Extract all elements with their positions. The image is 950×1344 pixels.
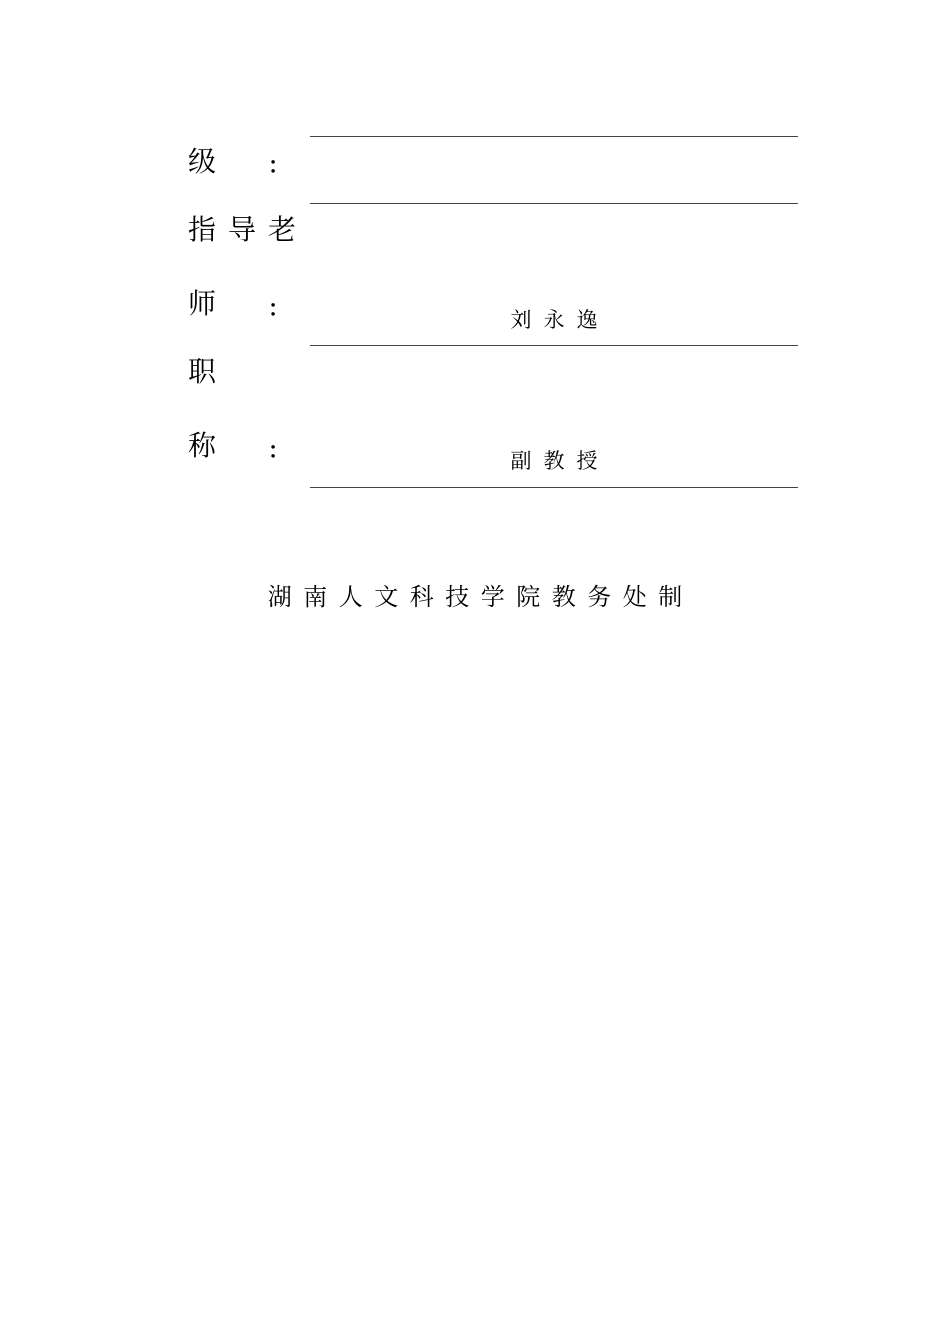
title-label-char: 称 <box>188 429 217 462</box>
class-label-char: 级 <box>188 145 217 178</box>
title-field-underline <box>310 487 798 488</box>
class-field-underline <box>310 203 798 204</box>
advisor-label-char: 指 <box>188 213 217 246</box>
advisor-label-colon: ： <box>268 296 291 322</box>
title-label-char: 职 <box>188 355 217 388</box>
class-label-colon: ： <box>268 153 291 179</box>
advisor-field-underline <box>310 345 798 346</box>
advisor-label-char: 师 <box>188 287 217 320</box>
advisor-label-char: 老 <box>268 213 297 246</box>
advisor-label-char: 导 <box>228 213 257 246</box>
advisor-name-value: 刘永逸 <box>510 308 610 332</box>
professional-title-value: 副教授 <box>510 449 610 473</box>
issuer-footer: 湖南人文科技学院教务处制 <box>267 583 694 611</box>
class-field-top-rule <box>310 136 798 137</box>
title-label-colon: ： <box>268 438 291 464</box>
